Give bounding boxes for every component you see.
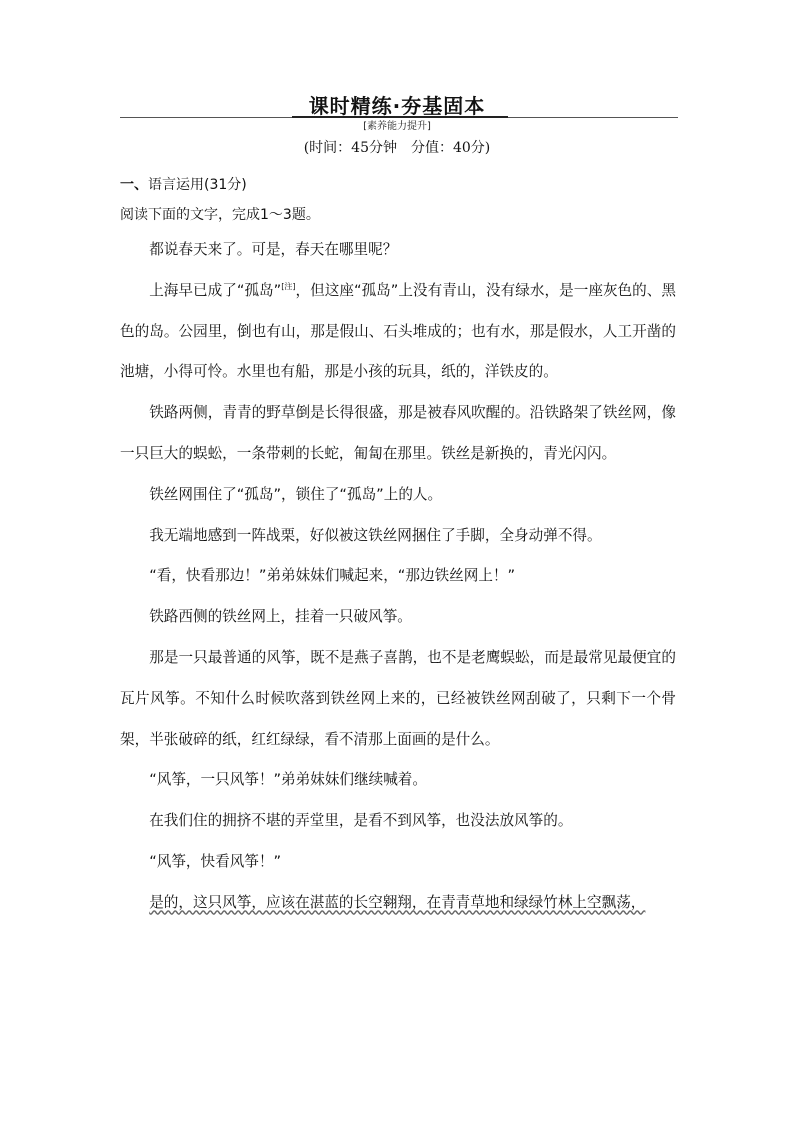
paragraph-text: ，但这座“孤岛”上没有青山，没有绿水，是一座灰色的、黑色的岛。公园里，倒也有山，那是假山、石头堆成的；也有水，那是假水，人工开凿的池塘，小得可怜。水里也有船，那是小孩的玩具，纸的，洋铁皮的。: [120, 281, 676, 381]
paragraph-text: 在我们住的拥挤不堪的弄堂里，是看不到风筝，也没法放风筝的。: [149, 812, 573, 830]
passage-paragraph: [120, 801, 676, 842]
passage-paragraph: [120, 760, 676, 801]
time-score-info: (时间：45分钟 分值：40分): [303, 140, 491, 156]
passage-paragraph: [120, 475, 676, 516]
paragraph-text: 都说春天来了。可是，春天在哪里呢？: [149, 241, 398, 258]
paragraph-text: 我无端地感到一阵战栗，好似被这铁丝网捆住了手脚，全身动弹不得。: [149, 526, 602, 544]
passage-paragraph: [120, 597, 676, 638]
paragraph-text: 铁丝网围住了“孤岛”，锁住了“孤岛”上的人。: [149, 485, 443, 503]
paragraph-text: “风筝，一只风筝！”弟弟妹妹们继续喊着。: [149, 771, 427, 789]
passage-paragraph: [120, 393, 676, 475]
reading-passage: [120, 230, 676, 924]
page-title: 课时精练·夯基固本: [308, 94, 486, 118]
title-rule-accent: [292, 116, 508, 118]
passage-paragraph: [120, 230, 676, 271]
paragraph-text: 上海早已成了“孤岛”: [149, 281, 282, 299]
passage-paragraph: [120, 883, 676, 924]
passage-paragraph: [120, 556, 676, 597]
paragraph-text: 那是一只最普通的风筝，既不是燕子喜鹊，也不是老鹰蜈蚣，而是最常见最便宜的瓦片风筝。不知什么时候吹落到铁丝网上来的，已经被铁丝网刮破了，只剩下一个骨架，半张破碎的纸，红红绿绿，看不清那上面画的是什么。: [120, 648, 676, 748]
section-heading: [120, 176, 247, 194]
passage-paragraph: [120, 271, 676, 393]
section-number: 一、: [120, 177, 148, 193]
paragraph-text: “风筝，快看风筝！”: [149, 852, 282, 870]
passage-paragraph: [120, 842, 676, 883]
footnote-marker: [注]: [281, 281, 296, 291]
paragraph-text: 铁路西侧的铁丝网上，挂着一只破风筝。: [149, 608, 412, 626]
paragraph-text: “看，快看那边！”弟弟妹妹们喊起来，“那边铁丝网上！”: [149, 567, 516, 585]
section-title: 语言运用(31分): [148, 177, 247, 193]
question-instruction: 阅读下面的文字，完成1～3题。: [120, 207, 320, 223]
section-tag: [素养能力提升]: [363, 121, 431, 132]
paragraph-text: 铁路两侧，青青的野草倒是长得很盛，那是被春风吹醒的。沿铁路架了铁丝网，像一只巨大的蜈蚣，一条带刺的长蛇，匍匐在那里。铁丝是新换的，青光闪闪。: [120, 404, 676, 462]
passage-paragraph: [120, 638, 676, 760]
paragraph-text: 是的，这只风筝，应该在湛蓝的长空翱翔，在青青草地和绿绿竹林上空飘荡，: [149, 893, 646, 911]
passage-paragraph: [120, 516, 676, 557]
